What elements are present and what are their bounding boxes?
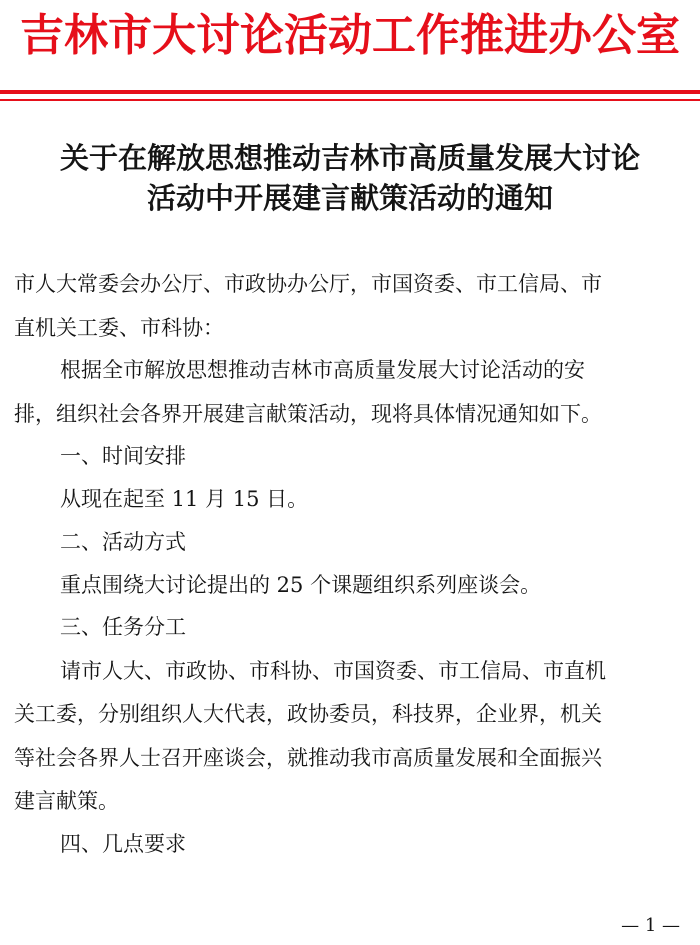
section-3-line-1: 请市人大、市政协、市科协、市国资委、市工信局、市直机 xyxy=(60,659,606,683)
section-2-text: 重点围绕大讨论提出的 25 个课题组织系列座谈会。 xyxy=(60,573,542,597)
intro-line-2: 排，组织社会各界开展建言献策活动，现将具体情况通知如下。 xyxy=(14,402,602,426)
recipients-line-2: 直机关工委、市科协： xyxy=(14,316,224,340)
recipients-line-1: 市人大常委会办公厅、市政协办公厅，市国资委、市工信局、市 xyxy=(14,272,602,296)
section-1-text: 从现在起至 11 月 15 日。 xyxy=(60,487,309,511)
office-masthead: 吉林市大讨论活动工作推进办公室 xyxy=(20,10,680,61)
section-4-heading: 四、几点要求 xyxy=(60,832,186,856)
section-3-line-3: 等社会各界人士召开座谈会，就推动我市高质量发展和全面振兴 xyxy=(14,746,602,770)
masthead-thin-rule xyxy=(0,99,700,101)
title-line-1: 关于在解放思想推动吉林市高质量发展大讨论 xyxy=(59,141,640,175)
section-3-line-4: 建言献策。 xyxy=(14,789,119,813)
title-line-2: 活动中开展建言献策活动的通知 xyxy=(146,181,553,215)
intro-line-1: 根据全市解放思想推动吉林市高质量发展大讨论活动的安 xyxy=(60,358,585,382)
section-3-heading: 三、任务分工 xyxy=(60,615,186,639)
document-title xyxy=(0,138,700,218)
section-2-heading: 二、活动方式 xyxy=(60,530,186,554)
page-number: — 1 — xyxy=(621,915,680,936)
masthead-thick-rule xyxy=(0,90,700,94)
section-3-line-2: 关工委，分别组织人大代表，政协委员，科技界，企业界，机关 xyxy=(14,702,602,726)
section-1-heading: 一、时间安排 xyxy=(60,444,186,468)
